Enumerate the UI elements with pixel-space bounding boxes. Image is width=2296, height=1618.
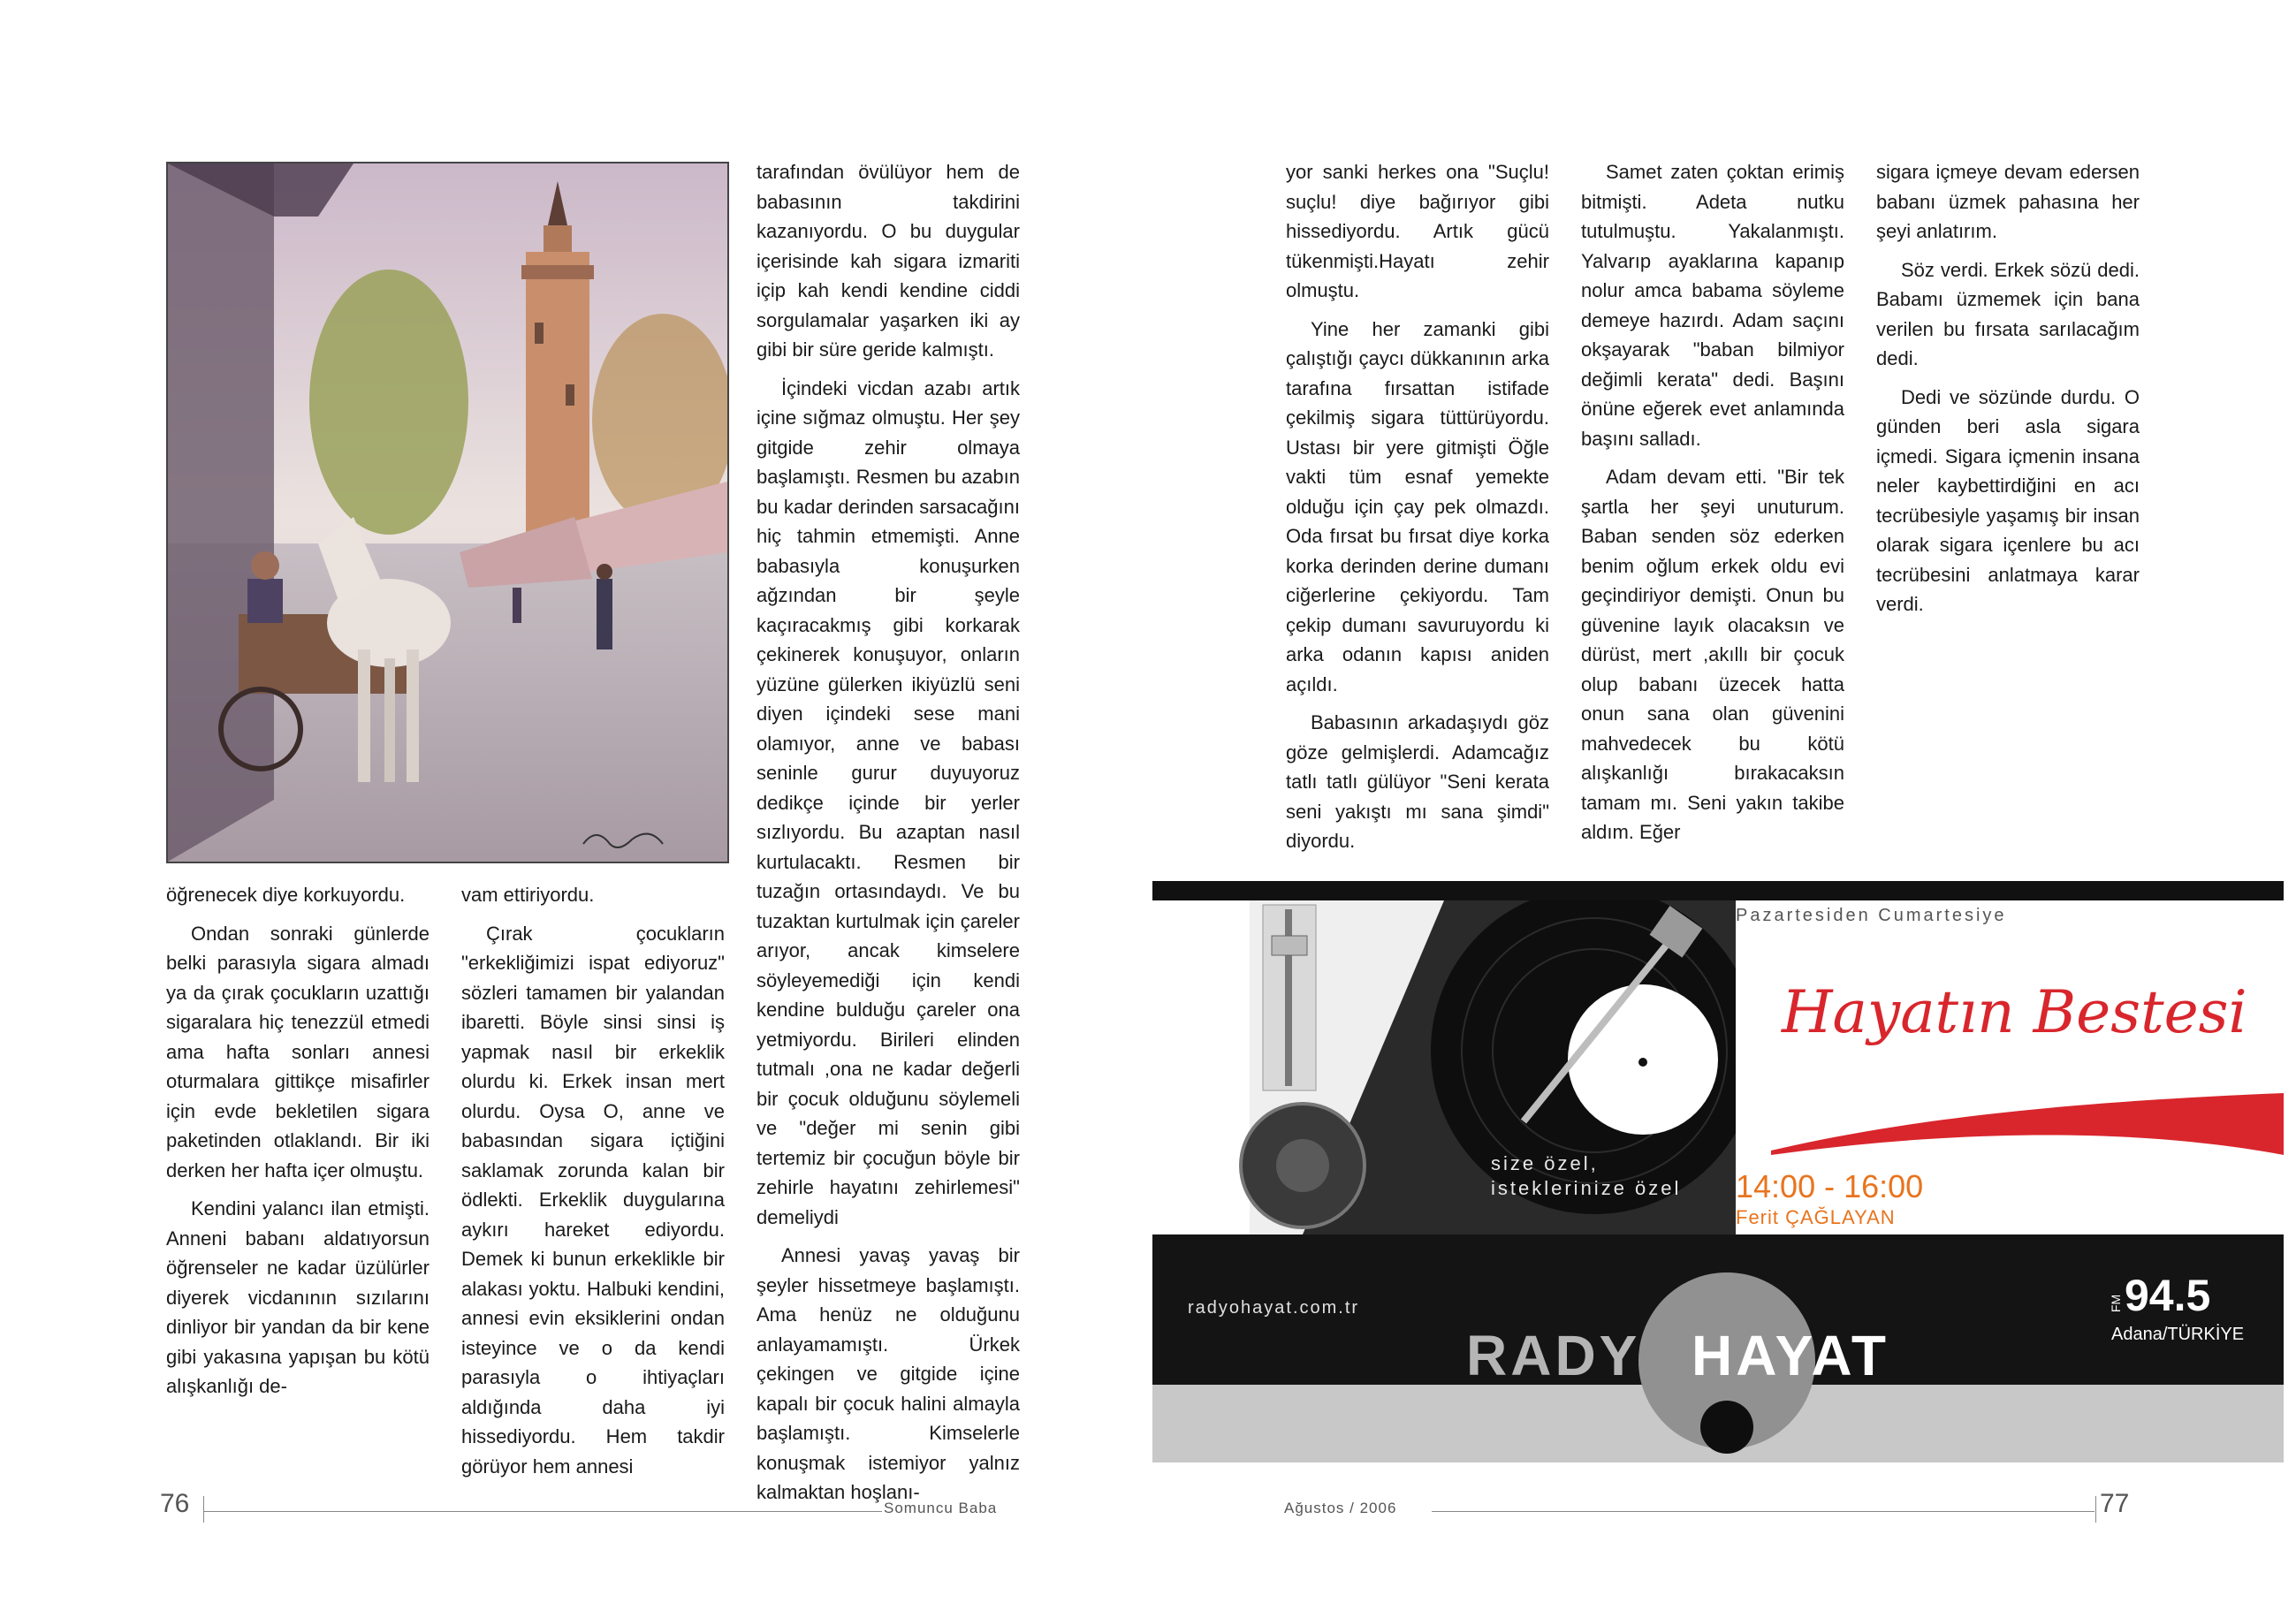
paragraph: Yine her zamanki gibi çalıştığı çaycı dükkanının arka tarafına fırsattan istifade çekilmiş sigara tüttürüyordu. Ustası bir yere gitmişti Öğle vakti tüm esnaf yemekte olduğu için çay pek olmazdı. Oda fırsat bu fırsat diye korka korka derinden derine dumanı ciğerlerine çekiyordu. Tam çekip dumanı savuruyordu ki arka odanın kapısı aniden açıldı. — [1286, 317, 1549, 695]
paragraph: sigara içmeye devam edersen babanı üzmek pahasına her şeyi anlatırım. — [1876, 161, 2140, 242]
paragraph: tarafından övülüyor hem de babasının takdirini kazanıyordu. O bu duygular içerisinde kah sigara izmariti içip kah kendi kendine ciddi sorgulamalar yaşarken iki ay gibi bir süre geride kalmıştı. — [756, 161, 1020, 361]
page-number: 77 — [2100, 1489, 2130, 1518]
right-column-3 — [1876, 157, 2140, 628]
right-column-1 — [1286, 157, 1549, 865]
paragraph: Ondan sonraki günlerde belki parasıyla sigara almadı ya da çırak çocukların uzattığı sigaralara hiç tenezzül etmedi ama hafta sonları annesi oturmalara gittikçe misafirler için evde bekletilen sigara paketinden otlaklandı. Bir iki derken her hafta içer olmuştu. — [166, 922, 430, 1181]
paragraph: Çırak çocukların "erkekliğimizi ispat ediyoruz" sözleri tamamen bir yalandan ibaretti. Böyle sinsi sinsi iş yapmak nasıl bir erkeklik olurdu ki. Erkek insan mert olurdu. Oysa O, anne ve babasından sigara içtiğini saklamak zorunda kalan bir ödlekti. Erkeklik duygularına aykırı hareket ediyordu. Demek ki bunun erkeklikle bir alakası yoktu. Halbuki kendini, annesi evin eksiklerini ondan isteyince ve o da kendi parasıyla o ihtiyaçları aldığında daha iyi hissediyordu. Hem takdir görüyor hem annesi — [461, 922, 725, 1477]
watercolor-painting — [166, 162, 729, 863]
broadcast-time: 14:00 - 16:00 — [1736, 1168, 1924, 1204]
fm-label: FM — [2109, 1294, 2124, 1313]
paragraph: Dedi ve sözünde durdu. O günden beri asla sigara içmedi. Sigara içmenin insana neler kaybettirdiğini en acı tecrübesiyle yaşamış bir insan olarak sigara içenlere bu acı tecrübesini anlatmaya karar verdi. — [1876, 385, 2140, 615]
website-url: radyohayat.com.tr — [1188, 1298, 1360, 1318]
ad-top-bar — [1152, 881, 2284, 900]
issue-date: Ağustos / 2006 — [1284, 1500, 1397, 1516]
magazine-name: Somuncu Baba — [884, 1500, 998, 1516]
footer-rule — [1432, 1511, 2095, 1512]
paragraph: Adam devam etti. "Bir tek şartla her şeyi unuturum. Baban senden söz ederken benim oğlum erkek oldu evi geçindiriyor demişti. Onun bu güvenine layık olacaksın ve dürüst, mert ,akıllı bir çocuk olup babanı üzecek hatta onun sana olan güvenini mahvedecek bu kötü alışkanlığı bırakacaksın tamam mı. Seni yakın takibe aldım. Eğer — [1581, 466, 1844, 843]
paragraph: Babasının arkadaşıydı göz göze gelmişlerdi. Adamcağız tatlı tatlı gülüyor "Seni kerata seni yakıştı mı sana şimdi" diyordu. — [1286, 711, 1549, 852]
radio-frequency: 94.5 — [2125, 1271, 2211, 1320]
tagline-line1: size özel, — [1491, 1152, 1599, 1174]
left-column-1 — [166, 880, 430, 1410]
right-column-2 — [1581, 157, 1844, 856]
paragraph: Samet zaten çoktan erimiş bitmişti. Adeta nutku tutulmuştu. Yakalanmıştı. Yalvarıp ayaklarına kapanıp nolur amca babama söyleme demeye hazırdı. Adam saçını okşayarak "baban bilmiyor değimli kerata" dedi. Başını önüne eğerek evet anlamında başını salladı. — [1581, 161, 1844, 450]
paragraph: vam ettiriyordu. — [461, 884, 595, 906]
paragraph: öğrenecek diye korkuyordu. — [166, 884, 406, 906]
radio-advertisement — [1152, 881, 2284, 1462]
left-column-2 — [461, 880, 725, 1490]
swoosh-graphic — [1771, 1067, 2284, 1164]
left-column-3 — [756, 157, 1020, 1516]
logo-text-rady: RADY — [1466, 1324, 1641, 1387]
footer-rule — [204, 1511, 882, 1512]
tagline-line2: isteklerinize özel — [1491, 1177, 1682, 1199]
schedule-days: Pazartesiden Cumartesiye — [1736, 906, 2007, 925]
paragraph: Söz verdi. Erkek sözü dedi. Babamı üzmemek için bana verilen bu fırsata sarılacağım dedi. — [1876, 258, 2140, 369]
paragraph: Kendini yalancı ilan etmişti. Anneni babanı aldatıyorsun öğrenseler ne kadar üzülürler diyerek vicdanının sızılarını dinliyor bir yandan da bir kene gibi yakasına yapışan bu kötü alışkanlığı de- — [166, 1197, 430, 1397]
paragraph: Annesi yavaş yavaş bir şeyler hissetmeye başlamıştı. Ama henüz ne olduğunu anlayamamıştı. Ürkek çekingen ve gitgide içine kapalı bir çocuk halini almayla başlamıştı. Kimselerle konuşmak istemiyor yalnız kalmaktan hoşlanı- — [756, 1244, 1020, 1503]
paragraph: yor sanki herkes ona "Suçlu! suçlu! diye bağırıyor gibi hissediyordu. Artık gücü tükenmişti.Hayatı zehir olmuştu. — [1286, 161, 1549, 301]
logo-text-hayat: HAYAT — [1692, 1324, 1889, 1387]
page-number: 76 — [160, 1489, 190, 1518]
paragraph: İçindeki vicdan azabı artık içine sığmaz olmuştu. Her şey gitgide zehir olmaya başlamıştı. Resmen bu azabın bu kadar derinden sarsacağını hiç tahmin etmemişti. Anne babasıyla konuşurken ağzından bir şeyle kaçıracakmış gibi korkarak çekinerek konuşuyor, onların yüzüne gülerken ikiyüzlü seni diyen içindeki sese mani olamıyor, anne ve babası seninle gurur duyuyoruz dedikçe içinde bir yerler sızlıyordu. Bu azaptan nasıl kurtulacaktı. Resmen bir tuzağın ortasındaydı. Ve bu tuzaktan kurtulmak için çareler arıyor, ancak kimselere söyleyemediği için kendi kendine bulduğu çareler ona yetmiyordu. Birileri elinden tutmalı ,ona ne kadar değerli bir çocuk olduğunu söylemeli ve "değer mi senin gibi tertemiz bir çocuğun böyle bir zehirle hayatını zehirlemesi" demeliydi — [756, 376, 1020, 1228]
radio-location: Adana/TÜRKİYE — [2111, 1325, 2245, 1344]
program-title: Hayatın Bestesi — [1782, 978, 2247, 1046]
host-name: Ferit ÇAĞLAYAN — [1736, 1206, 1896, 1228]
